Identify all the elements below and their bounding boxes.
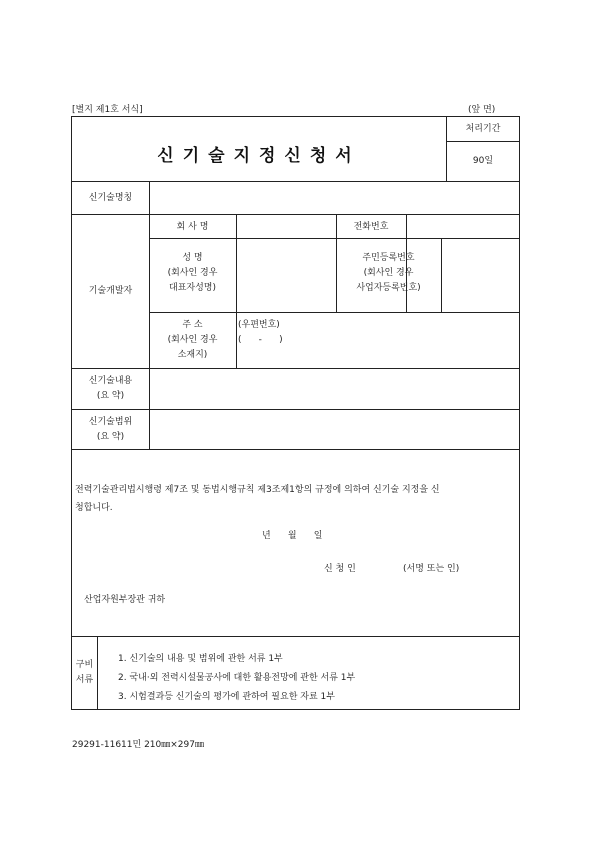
date-line[interactable]: 년 월 일: [262, 531, 323, 541]
form-title: 신기술지정신청서: [157, 146, 361, 166]
scope-label: 신기술범위 (요 약): [88, 417, 133, 442]
company-label: 회 사 명: [176, 222, 209, 232]
postal-code-label: (우편번호): [238, 320, 280, 330]
processing-period-value: 90일: [472, 156, 494, 166]
page-side: (앞 면): [468, 105, 496, 115]
name-field[interactable]: [240, 245, 330, 305]
content-field[interactable]: [154, 374, 514, 404]
tech-name-field[interactable]: [154, 191, 514, 206]
list-item: 3. 시험결과등 신기술의 평가에 관하여 필요한 자료 1부: [118, 692, 335, 702]
company-field[interactable]: [240, 219, 330, 234]
postal-code-field[interactable]: ( - ): [238, 335, 283, 345]
id-number-label: 주민등록번호 (회사인 경우 사업자등록번호): [356, 253, 421, 293]
id-number-field[interactable]: [445, 245, 515, 305]
addressee: 산업자원부장관 귀하: [84, 595, 166, 605]
phone-field[interactable]: [410, 219, 514, 234]
attachments-label: 구비 서류: [75, 660, 94, 685]
processing-period-label: 처리기간: [465, 124, 501, 134]
name-label: 성 명 (회사인 경우 대표자성명): [167, 253, 218, 293]
list-item: 2. 국내·외 전력시설물공사에 대한 활용전망에 관한 서류 1부: [118, 673, 356, 683]
attachments-list: [118, 650, 355, 707]
tech-name-label: 신기술명칭: [88, 193, 133, 203]
form-footer-code: 29291-11611민 210㎜×297㎜: [72, 740, 204, 750]
scope-field[interactable]: [154, 415, 514, 445]
application-statement: 전력기술관리법시행령 제7조 및 동법시행규칙 제3조제1항의 규정에 의하여 신기술 지정을 신 청합니다.: [75, 485, 440, 513]
content-label: 신기술내용 (요 약): [88, 376, 133, 401]
address-label: 주 소 (회사인 경우 소재지): [167, 320, 218, 360]
form-number: [별지 제1호 서식]: [72, 105, 143, 115]
phone-label: 전화번호: [353, 222, 389, 232]
developer-label: 기술개발자: [88, 286, 133, 296]
applicant-label: 신 청 인: [324, 564, 356, 574]
list-item: 1. 신기술의 내용 및 범위에 관한 서류 1부: [118, 654, 283, 664]
signature-note: (서명 또는 인): [403, 564, 460, 574]
application-form: [71, 116, 520, 710]
